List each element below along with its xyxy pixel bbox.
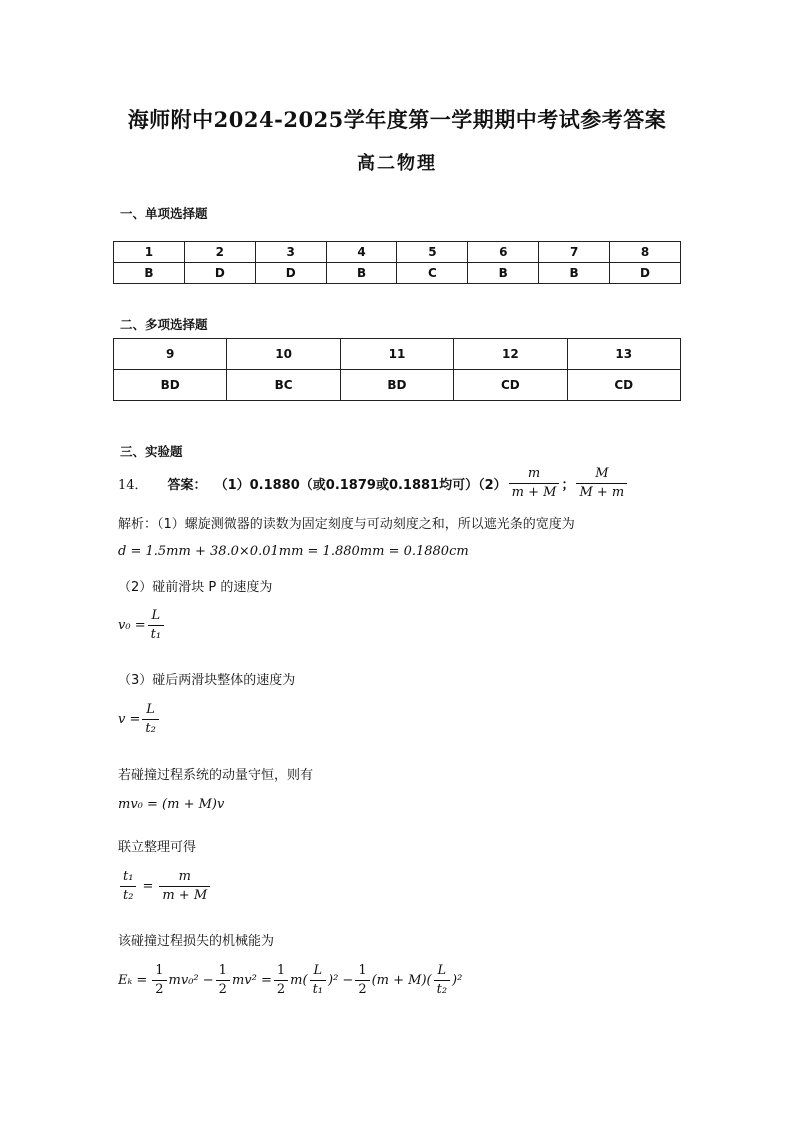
analysis-text-2: （2）碰前滑块 P 的速度为: [118, 580, 273, 595]
fraction-denominator: t₁: [148, 625, 164, 644]
fraction-denominator: m + M: [159, 886, 210, 905]
table-row-answers: [114, 370, 681, 401]
table-cell: CD: [454, 370, 567, 401]
table-cell: D: [184, 263, 255, 284]
fraction-denominator: t₂: [142, 719, 158, 738]
page-title: 海师附中2024-2025学年度第一学期期中考试参考答案: [127, 107, 667, 132]
table-cell: BC: [227, 370, 340, 401]
equation-v: [118, 701, 161, 738]
fraction-numerator: L: [151, 608, 161, 623]
analysis-text-4: 若碰撞过程系统的动量守恒，则有: [118, 768, 314, 783]
equation-v0: [118, 607, 166, 644]
separator: ；: [561, 478, 575, 493]
table-cell: BD: [340, 370, 453, 401]
fraction-numerator: L: [146, 702, 155, 717]
table-cell: CD: [567, 370, 680, 401]
fraction-answer-1: [509, 465, 560, 502]
fraction-numerator: m: [178, 869, 191, 884]
table-cell: 1: [114, 242, 185, 263]
equation-ratio: [118, 868, 212, 905]
fraction-numerator: L: [313, 963, 323, 978]
fraction-denominator: 2: [274, 980, 288, 999]
fraction-half: [274, 962, 288, 999]
question-number: 14．: [118, 478, 148, 493]
table-cell: B: [539, 263, 610, 284]
fraction-numerator: M: [595, 466, 609, 481]
fraction: [159, 868, 210, 905]
table-cell: 13: [567, 339, 680, 370]
section-heading-multi-choice: 二、多项选择题: [120, 317, 208, 332]
fraction-numerator: 1: [276, 963, 286, 978]
page-subtitle: 高二物理: [357, 153, 437, 174]
fraction: [142, 701, 158, 738]
equation-term: )²: [452, 973, 463, 988]
table-cell: 3: [255, 242, 326, 263]
fraction-numerator: m: [527, 466, 541, 481]
analysis-text-5: 联立整理可得: [118, 840, 197, 855]
fraction-half: [152, 962, 166, 999]
table-cell: 11: [340, 339, 453, 370]
fraction-denominator: t₁: [310, 980, 326, 999]
q14-answer-line: [118, 465, 629, 502]
table-cell: B: [468, 263, 539, 284]
table-cell: 9: [114, 339, 227, 370]
table-row-answers: [114, 263, 681, 284]
fraction: [434, 962, 450, 999]
table-cell: B: [114, 263, 185, 284]
fraction-denominator: 2: [152, 980, 166, 999]
fraction-denominator: 2: [355, 980, 369, 999]
fraction-denominator: m + M: [509, 483, 560, 502]
fraction-half: [216, 962, 230, 999]
fraction: [120, 868, 136, 905]
table-cell: D: [255, 263, 326, 284]
equals-sign: =: [142, 879, 154, 894]
fraction-denominator: t₂: [434, 980, 450, 999]
equation-term: mv₀² −: [168, 973, 214, 988]
table-cell: 6: [468, 242, 539, 263]
table-cell: D: [610, 263, 681, 284]
equation-term: m(: [290, 973, 308, 988]
equation-lhs: v =: [118, 712, 141, 727]
fraction-numerator: L: [437, 963, 447, 978]
multi-choice-answer-table: [113, 338, 681, 401]
analysis-text-1: 解析：（1）螺旋测微器的读数为固定刻度与可动刻度之和，所以遮光条的宽度为: [118, 517, 575, 532]
answer-label: 答案：: [167, 478, 207, 493]
table-cell: C: [397, 263, 468, 284]
equation-momentum: mv₀ = (m + M)v: [118, 797, 225, 812]
table-cell: 10: [227, 339, 340, 370]
table-cell: 12: [454, 339, 567, 370]
fraction-numerator: 1: [155, 963, 164, 978]
fraction-denominator: M + m: [576, 483, 627, 502]
table-cell: 8: [610, 242, 681, 263]
table-cell: BD: [114, 370, 227, 401]
equation-term: mv² =: [231, 973, 272, 988]
table-cell: 4: [326, 242, 397, 263]
equation-width: d = 1.5mm + 38.0×0.01mm = 1.880mm = 0.1880cm: [118, 544, 469, 559]
equation-term: )² −: [328, 973, 354, 988]
table-cell: 5: [397, 242, 468, 263]
fraction-numerator: 1: [218, 963, 227, 978]
equation-lhs: v₀ =: [118, 618, 146, 633]
fraction-answer-2: [576, 465, 627, 502]
analysis-text-6: 该碰撞过程损失的机械能为: [118, 934, 275, 949]
table-cell: 2: [184, 242, 255, 263]
table-row-numbers: [114, 242, 681, 263]
answer-text: （1）0.1880（或0.1879或0.1881均可）（2）: [214, 478, 507, 493]
fraction: [310, 962, 326, 999]
equation-energy: [118, 962, 462, 999]
analysis-text-3: （3）碰后两滑块整体的速度为: [118, 673, 296, 688]
fraction-numerator: 1: [358, 963, 367, 978]
equation-term: (m + M)(: [371, 973, 432, 988]
fraction-denominator: t₂: [120, 886, 136, 905]
fraction-numerator: t₁: [123, 869, 134, 884]
section-heading-single-choice: 一、单项选择题: [120, 206, 208, 221]
single-choice-answer-table: [113, 241, 681, 284]
fraction: [148, 607, 164, 644]
table-cell: 7: [539, 242, 610, 263]
equation-lhs: Eₖ =: [118, 973, 148, 988]
table-cell: B: [326, 263, 397, 284]
fraction-half: [355, 962, 369, 999]
table-row-numbers: [114, 339, 681, 370]
section-heading-experiment: 三、实验题: [120, 444, 183, 459]
fraction-denominator: 2: [216, 980, 230, 999]
